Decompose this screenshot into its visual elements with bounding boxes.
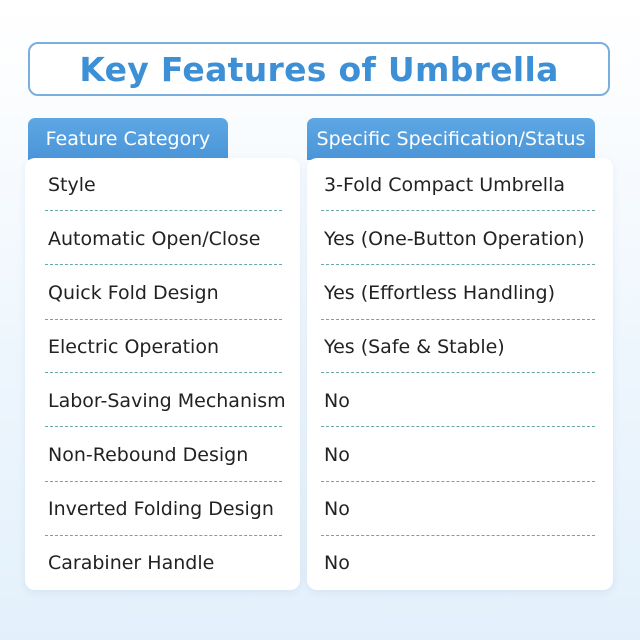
feature-cell: Non-Rebound Design (48, 444, 249, 466)
spec-cell: No (324, 498, 350, 520)
row-divider (45, 426, 282, 427)
feature-column (25, 158, 300, 590)
row-divider (321, 264, 595, 265)
row-divider (321, 426, 595, 427)
spec-cell: Yes (Effortless Handling) (324, 282, 556, 304)
spec-cell: No (324, 444, 350, 466)
title-banner (28, 42, 610, 96)
spec-cell: 3-Fold Compact Umbrella (324, 174, 565, 196)
spec-cell: Yes (Safe & Stable) (324, 336, 505, 358)
specification-column (307, 158, 613, 590)
feature-cell: Style (48, 174, 96, 196)
feature-cell: Electric Operation (48, 336, 219, 358)
feature-category-header: Feature Category (28, 118, 228, 160)
row-divider (45, 264, 282, 265)
feature-cell: Automatic Open/Close (48, 228, 261, 250)
feature-cell: Quick Fold Design (48, 282, 219, 304)
row-divider (45, 372, 282, 373)
row-divider (321, 210, 595, 211)
page-title: Key Features of Umbrella (79, 49, 559, 89)
feature-cell: Carabiner Handle (48, 552, 215, 574)
spec-cell: Yes (One-Button Operation) (324, 228, 585, 250)
row-divider (45, 210, 282, 211)
spec-cell: No (324, 390, 350, 412)
feature-cell: Labor-Saving Mechanism (48, 390, 286, 412)
row-divider (321, 372, 595, 373)
specification-header: Specific Specification/Status (307, 118, 595, 160)
feature-cell: Inverted Folding Design (48, 498, 274, 520)
spec-cell: No (324, 552, 350, 574)
